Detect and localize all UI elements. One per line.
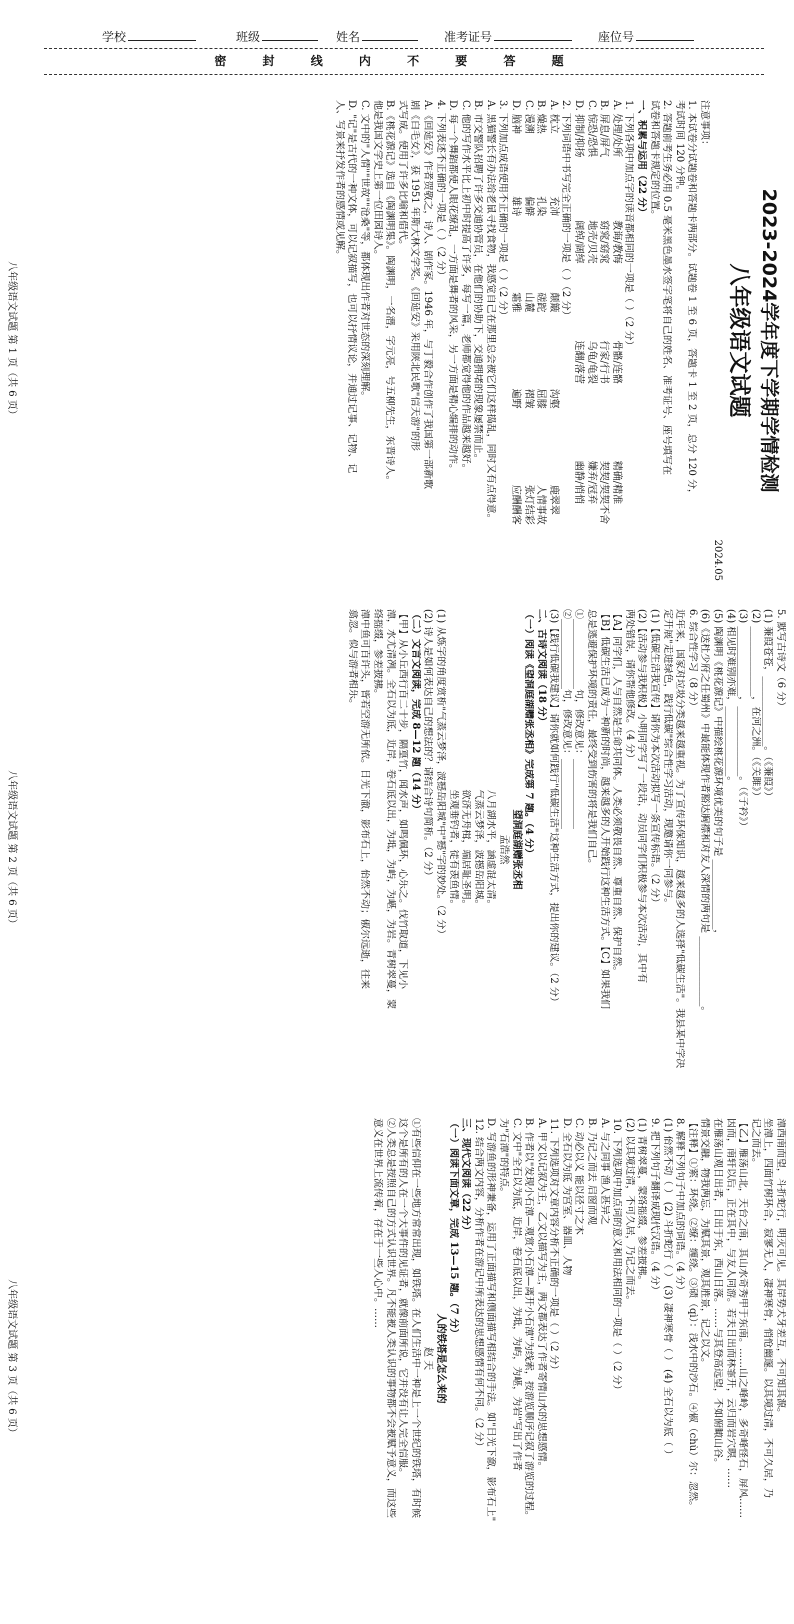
text-line: 潭中鱼可百许头，皆若空游无所依。日光下澈，影布石上，佁然不动；俶尔远逝，往来 xyxy=(359,609,371,989)
seat-number-label: 座位号 xyxy=(598,30,635,44)
text-line: 定开展"走进绿色，践行低碳"综合性学习活动，现邀请你一同参与。 xyxy=(661,609,673,909)
question-2-options xyxy=(509,100,559,581)
option-row xyxy=(509,100,522,581)
class-label: 班级 xyxy=(236,30,261,44)
option-cell: 契契/契契不舍 xyxy=(598,460,610,525)
name-field[interactable] xyxy=(336,28,418,45)
exam-title: 2023-2024学年度下学期学情检测 xyxy=(758,188,780,493)
option-cell: 骨骼/连骼 xyxy=(610,340,622,384)
text-line: 4. 下列表述不正确的一项是（ ）（2 分） xyxy=(434,100,446,281)
option-cell: A. 枕立 xyxy=(547,100,559,134)
text-line: (5) 陶渊明《桃花源记》中描绘桃花源环境优美的句子是 ______________， xyxy=(712,609,724,940)
text-line: （一）阅读下面文章，完成 13—15 题。（7 分） xyxy=(447,1118,459,1339)
option-cell: 人情事故 xyxy=(535,484,547,525)
article-line: ②人类总是按照自己的方式认识世界。凡不能被人类认识的事物都不会被赋予意义，而这些 xyxy=(384,1118,396,1518)
school-blank[interactable] xyxy=(128,30,196,41)
text-line: (2) 以其境过清，不可久居，乃记之而去。 xyxy=(623,1118,635,1306)
option-cell: 山麓 xyxy=(522,292,534,313)
seal-rule-bottom xyxy=(44,74,764,75)
text-line: (3)【践行低碳我建议】请你就如何践行"低碳生活"这种生活方式，提出你的建议。（2 分） xyxy=(548,609,560,1007)
option-cell: 偏僻 xyxy=(522,196,534,217)
exam-number-blank[interactable] xyxy=(494,30,572,41)
text-line: (3) ______________，______________。（《子衿》） xyxy=(737,609,749,832)
text-line: ②______________句，修改意见：______________ xyxy=(560,609,572,829)
question-2-stem xyxy=(559,100,572,581)
text-line: 潭西南而望，斗折蛇行，明灭可见。其岸势犬牙差互，不可知其源。 xyxy=(775,1118,786,1418)
option-cell: C. 漫溯 xyxy=(522,100,534,134)
exam-subtitle: 八年级语文试题 xyxy=(726,263,751,418)
exam-page-1 xyxy=(0,86,794,595)
text-line: 9. 把下列句子翻译成现代汉语。（4 分） xyxy=(649,1118,661,1296)
option-cell: C. 惊恐/恐惧 xyxy=(585,100,597,158)
text-line: 1. 下列各项中加点字的读音都相同的一项是（ ）（2 分） xyxy=(623,100,635,351)
poem-block xyxy=(446,609,522,1090)
text-line: 他是我国文学史上第一位田园诗人。 xyxy=(371,100,383,260)
text-line: 总是逃避保护环境的责任，最终受到伤害的将是我们自己。 xyxy=(586,609,598,869)
text-line: 为"石潭"的特点。 xyxy=(497,1118,509,1198)
option-cell: 连翻/落营 xyxy=(573,340,585,384)
text-line: B. 市交警队招聘了许多交通协管员，在他们的协助下，交通拥堵的现象屡禁而止。 xyxy=(472,100,484,464)
text-line: 2. 答题前考生务必用 0.5 毫米黑色墨水签字笔将自己的姓名、准考证号、座号填写在 xyxy=(661,100,673,475)
option-cell: 霜雅 xyxy=(510,292,522,313)
text-line: 剧《白毛女》，获 1951 年斯大林文学奖。《回延安》采用陕北民歌"信天游"的形 xyxy=(409,100,421,452)
exam-page-2 xyxy=(0,595,794,1104)
exam-number-field[interactable] xyxy=(444,28,572,45)
text-line: (1) 青树翠蔓，蒙络摇缀，参差披拂。 xyxy=(636,1118,648,1286)
text-line: 近年来，国家对垃圾分类越来越重视。为了宣传环保知识，越来越多的人选择"低碳生活"。我县某中学决 xyxy=(674,609,686,1069)
option-cell: 充沛 xyxy=(547,196,559,217)
text-line: A. 甲文以记叙为主，乙文以描写为主，两文都表达了作者寄情山水的思想感情。 xyxy=(535,1118,547,1472)
text-line: 两处错误，请你帮他修改。（4 分） xyxy=(623,609,635,764)
page2-classical-reading xyxy=(345,609,446,1090)
option-cell: D. 脑神 xyxy=(510,100,522,135)
option-cell: B. 燥热 xyxy=(535,100,547,134)
page-footer-3: 八年级语文试题 第 3 页（共 6 页） xyxy=(6,1279,17,1438)
option-cell: 张灯结彩 xyxy=(522,484,534,525)
option-cell: 沟壑 xyxy=(547,388,559,409)
option-cell: 精确/精准 xyxy=(610,460,622,505)
school-field[interactable] xyxy=(102,28,196,45)
article-line: 这个是所有的人在一个大事件的见证者，就像前面所说，它并没有让人完全信服。 xyxy=(397,1118,409,1478)
poem-line: 欲济无舟楫，端居耻圣明。 xyxy=(460,789,472,910)
text-line: 5. 默写古诗文（6 分） xyxy=(775,609,786,712)
option-row xyxy=(534,100,547,581)
text-line: (1) 蒹葭苍苍，______________。（《蒹葭》） xyxy=(762,609,774,802)
text-line: C. 文中"全石以为底，近岸，卷石底以出，为坻，为屿，为嵁，为岩"写出了作者 xyxy=(510,1118,522,1471)
question-1-options xyxy=(571,100,621,581)
text-line: 1. 本试卷分试题卷和答题卡两部分。试题卷 1 至 6 页，答题卡 1 至 2 页，总分 120 分， xyxy=(686,100,698,500)
option-cell: 幽静/悄悄 xyxy=(573,460,585,505)
option-cell: 嫌弃/冠弃 xyxy=(585,460,597,505)
option-cell: 窈窕/窈窕 xyxy=(598,220,610,264)
page-footer-2: 八年级语文试题 第 2 页（共 6 页） xyxy=(6,770,17,929)
exam-number-label: 准考证号 xyxy=(444,30,493,44)
text-line: 3. 下列加点成语使用不正确的一项是（ ）（2 分） xyxy=(497,100,509,321)
text-line: B.《桃花源记》选自《陶渊明集》。陶渊明，一名潜，字元亮，号五柳先生，东晋诗人。 xyxy=(384,100,396,486)
option-row xyxy=(571,100,584,581)
text-line: 在雁荡山观日出者，日出于东，西山日落。……与其登高远望，不如俯瞰山谷。 xyxy=(712,1118,724,1468)
exam-body xyxy=(0,86,794,1614)
poem-author: 孟浩然 xyxy=(497,834,509,865)
text-line: 注意事项： xyxy=(699,100,710,150)
article-line: ①有些信仰在一些地方常常出现，如铁塔。在人们生活中一种是上一个世纪的铁塔，有时候 xyxy=(409,1118,421,1518)
option-cell: 行家/行书 xyxy=(598,340,610,384)
text-line: C. 动必以义 能以径寸之木 xyxy=(573,1118,585,1235)
text-line: A. 黑猫警长有办法给老鼠寻找食物，我感觉自己在那里总会被它们这样捣乱，同时又有点得意。 xyxy=(484,100,496,524)
option-cell: B. 屏息/屏气 xyxy=(598,100,610,158)
text-line: C. 他的写作水平比上初中时提高了许多，每写一篇，老师都觉得他的作品越来越好。 xyxy=(459,100,471,474)
option-cell: 孔染 xyxy=(535,196,547,217)
text-line: 11. 下列选项对文章内容分析不正确的一项是（ ）（2 分） xyxy=(548,1118,560,1375)
text-line: (1)【低碳生活我宣传】请你为本次活动拟写一条宣传标语。（2 分） xyxy=(649,609,661,908)
text-line: 式写成。使用了许多比喻和借代。 xyxy=(396,100,408,250)
option-cell: 褶皱 xyxy=(522,388,534,409)
poem-line: 八月湖水平，涵虚混太清。 xyxy=(485,789,497,910)
text-line: (1) 佁然不动（ ） (2) 斗折蛇行（ ） (3) 凄神寒骨（ ） (4) 全石以为底（ ） xyxy=(661,1118,673,1460)
article-title: 人的铁塔是怎么来的 xyxy=(434,1313,446,1404)
text-line: D. 每一个舞蹈都使人眼花缭乱，一方面是舞者的风采，另一方面是精心编排的动作。 xyxy=(447,100,459,475)
class-field[interactable] xyxy=(236,28,318,45)
text-line: 10. 下列选项中加点词的意义和用法相同的一项是（ ）（2 分） xyxy=(611,1118,623,1395)
exam-date: 2024.05 xyxy=(712,539,723,581)
text-line: 一、积累与运用（22 分） xyxy=(636,100,648,218)
text-line: C. 文中的"人情""世故""沧桑"等，都体现出作者对世态的深刻理解。 xyxy=(358,100,370,402)
option-cell: 应酬酬客 xyxy=(510,484,522,525)
option-cell: 乌龟/龟裂 xyxy=(585,340,597,384)
exam-page-3 xyxy=(0,1104,794,1613)
text-line: (6)《送杜少府之任蜀州》中最能体现作者豁达胸襟和对友人深情的两句是 ______________。 xyxy=(699,609,711,1017)
option-row xyxy=(546,100,559,581)
text-line: 人、写景来抒发作者的感情或见解。 xyxy=(333,100,345,260)
text-line: 2. 下列词语中书写完全正确的一项是（ ）（2 分） xyxy=(560,100,572,321)
option-cell: 雄诗 xyxy=(510,196,522,217)
text-line: 8. 解释下列句子中加点的词语。（4 分） xyxy=(674,1118,686,1296)
text-line: 12. 结合两文内容，分析作者在游记中所表达的思想感情有何不同。（2 分） xyxy=(472,1118,484,1452)
article-heading xyxy=(421,1118,446,1599)
seal-line-notice: 密 封 线 内 不 要 答 题 xyxy=(214,54,580,68)
class-blank[interactable] xyxy=(262,30,318,41)
text-line: 三、现代文阅读（22 分） xyxy=(460,1118,472,1236)
option-row xyxy=(597,100,610,581)
text-line: 情景交融，物我两忘，为赋其景，观其胜景，记之以文。 xyxy=(699,1118,711,1368)
article-author: 赵 天 xyxy=(422,1346,434,1371)
school-label: 学校 xyxy=(102,30,127,44)
text-line: （二）文言文阅读，完成 8—12 题（14 分） xyxy=(409,609,421,815)
option-cell: D. 抑制/抑扬 xyxy=(573,100,585,158)
article-body xyxy=(370,1118,420,1599)
page1-instructions xyxy=(622,100,710,581)
seat-number-field[interactable] xyxy=(598,28,694,45)
option-cell: 颠簸 xyxy=(547,292,559,313)
option-cell: 地壳/贝壳 xyxy=(585,220,597,264)
option-cell: 阔绰/阔绰 xyxy=(573,220,585,264)
article-line: 意义在世界上流传着，存在于一些人心中。…… xyxy=(372,1118,383,1328)
text-line: (2)【活动参与我积极】小明同学写了一段话，动员同学们积极参与本次活动，其中有 xyxy=(636,609,648,984)
questions-3-4 xyxy=(332,100,508,581)
text-line: 【甲】从小丘西行百二十步，隔篁竹，闻水声，如鸣佩环，心乐之。伐竹取道，下见小 xyxy=(397,609,409,989)
text-line: 翕忽。似与游者相乐。 xyxy=(346,609,358,709)
text-line: 6. 综合性学习（8 分） xyxy=(686,609,698,712)
text-line: （一）阅读《望洞庭湖赠张丞相》完成第 7 题。（4 分） xyxy=(523,609,535,859)
text-line: B. 作者以"发现小石潭—观赏小石潭—离开小石潭"为线索，按游览顺序记叙了游览的过程。 xyxy=(523,1118,535,1521)
text-line: 络摇缀，参差披拂。 xyxy=(372,609,383,699)
name-blank[interactable] xyxy=(362,30,418,41)
text-line: 【A】同学们，人与自然是生命共同体。人类必须敬畏自然、尊重自然、保护自然。 xyxy=(611,609,623,977)
seat-number-blank[interactable] xyxy=(636,30,694,41)
text-line: 坐潭上，四面竹树环合，寂寥无人，凄神寒骨，悄怆幽邃。以其境过清，不可久居，乃 xyxy=(762,1118,774,1498)
text-line: 考试时间 120 分钟。 xyxy=(673,100,685,196)
poem-line: 坐观垂钓者，徒有羡鱼情。 xyxy=(447,789,459,910)
text-line: (4) 相见时难别亦难，______________。 xyxy=(724,609,736,787)
option-row xyxy=(521,100,534,581)
page2-questions xyxy=(522,609,786,1090)
text-line: A.《回延安》作者贺敬之，诗人、剧作家。1946 年，与丁毅合作创作了我国第一部新歌 xyxy=(421,100,433,490)
text-line: (1) 从炼字的角度赏析"气蒸云梦泽，波撼岳阳城"中"撼"字的妙处。（2 分） xyxy=(434,609,446,940)
poem-line: 气蒸云梦泽，波撼岳阳城。 xyxy=(472,789,484,910)
text-line: 因而，南轩以后，正在其中，与友人同游。若夫日出而林霏开，云归而岩穴暝，…… xyxy=(724,1118,736,1488)
text-line: 【注释】①萦：环绕。②缭：缠绕。③碛（qì）：浅水中的沙石。④俶（chù）尔：忽然。 xyxy=(686,1118,698,1512)
text-line: A. 与之同事 渔人甚异之 xyxy=(598,1118,610,1225)
poem-lines xyxy=(446,609,496,1090)
text-line: D. 写游鱼的形神兼备，运用了正面描写和侧面描写相结合的手法。如"日光下澈，影布石上" xyxy=(485,1118,497,1522)
text-line: (2) ______________，在河之洲。（《关雎》） xyxy=(749,609,761,802)
seal-rule-top xyxy=(44,48,764,49)
page-footer-1: 八年级语文试题 第 1 页（共 6 页） xyxy=(6,261,17,420)
exam-spread xyxy=(0,86,794,1614)
text-line: 潭，水尤清冽。全石以为底，近岸，卷石底以出，为坻，为屿，为嵁，为岩。青树翠蔓，蒙 xyxy=(384,609,396,1009)
text-line: (2) 诗人是如何表达自己的想法的？请结合诗句简析。（2 分） xyxy=(422,609,434,881)
option-cell: 鹿翠翠 xyxy=(547,484,559,515)
text-line: 【B】低碳生活已成为一种新的时尚，越来越多的人开始践行这种生活方式。【C】如果我们 xyxy=(598,609,610,1009)
text-line: 记之而去。 xyxy=(749,1118,761,1168)
text-line: 试卷和答题卡规定的位置。 xyxy=(648,100,660,220)
poem-title: 望洞庭湖赠张丞相 xyxy=(510,809,522,890)
option-cell: 磋跎 xyxy=(535,292,547,313)
page3-questions xyxy=(446,1118,786,1599)
option-cell: 教诲/教悔 xyxy=(610,220,622,264)
text-line: D. 全石以为底 为宫室、器皿、人物 xyxy=(560,1118,572,1276)
text-line: 二、古诗文阅读（18 分） xyxy=(535,609,547,727)
text-line: 【乙】雁荡山北，天台之南，其山水奇秀甲于东南。……山之峰岭，多奇峰怪石，屏风…… xyxy=(737,1118,749,1518)
text-line: B. 乃记之而去 启窗而观 xyxy=(586,1118,598,1225)
option-row xyxy=(584,100,597,581)
text-line: D. "记"是古代的一种文体，可以记叙描写，也可以抒情议论，并通过记事、记物、记 xyxy=(346,100,358,474)
text-line: ①______________句，修改意见：______________ xyxy=(573,609,585,829)
option-cell: 遍野 xyxy=(510,388,522,409)
option-row xyxy=(609,100,622,581)
option-cell: A. 处理/处所 xyxy=(610,100,622,157)
option-cell: 屈膝 xyxy=(535,388,547,409)
name-label: 姓名 xyxy=(336,30,361,44)
